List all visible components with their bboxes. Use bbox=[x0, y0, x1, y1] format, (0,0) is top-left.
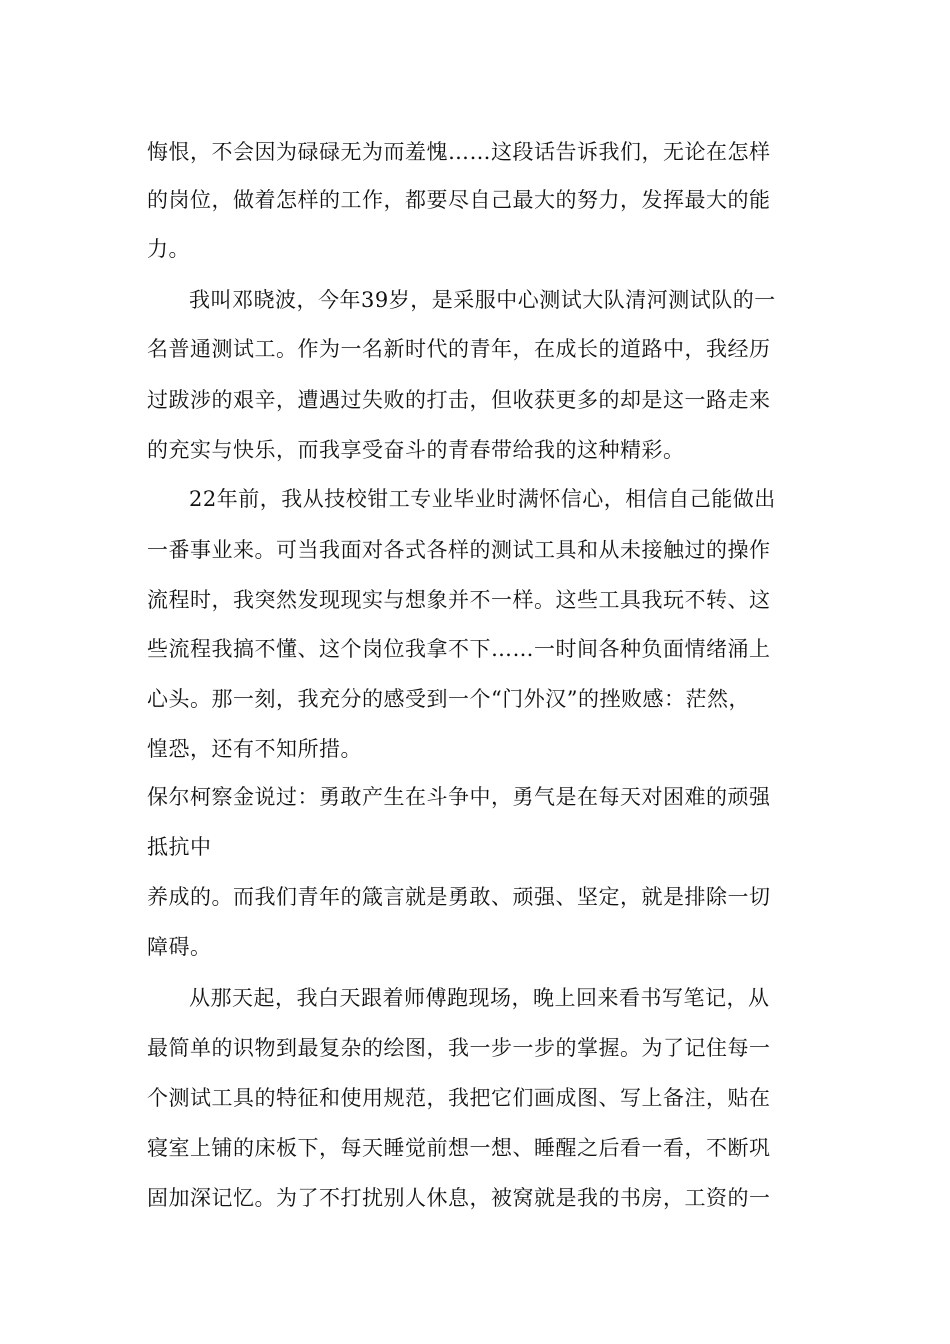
text-line: 固加深记忆。为了不打扰别人休息，被窝就是我的书房，工资的一 bbox=[147, 1186, 771, 1210]
quote-line: 障碍。 bbox=[147, 935, 212, 959]
text-line: 心头。那一刻，我充分的感受到一个“门外汉”的挫败感：茫然， bbox=[147, 687, 750, 711]
text-line: 悔恨，不会因为碌碌无为而羞愧……这段话告诉我们，无论在怎样 bbox=[147, 140, 771, 164]
quote-line: 养成的。而我们青年的箴言就是勇敢、顽强、坚定，就是排除一切 bbox=[147, 885, 771, 909]
paragraph-first-line: 从那天起，我白天跟着师傅跑现场，晚上回来看书写笔记，从 bbox=[189, 986, 770, 1010]
text-line: 过跋涉的艰辛，遭遇过失败的打击，但收获更多的却是这一路走来 bbox=[147, 388, 771, 412]
text-line: 最简单的识物到最复杂的绘图，我一步一步的掌握。为了记住每一 bbox=[147, 1036, 771, 1060]
text-line: 些流程我搞不懂、这个岗位我拿不下……一时间各种负面情绪涌上 bbox=[147, 637, 771, 661]
text-line: 惶恐，还有不知所措。 bbox=[147, 737, 362, 761]
text-line: 寝室上铺的床板下，每天睡觉前想一想、睡醒之后看一看，不断巩 bbox=[147, 1136, 771, 1160]
text-line: 流程时，我突然发现现实与想象并不一样。这些工具我玩不转、这 bbox=[147, 588, 771, 612]
paragraph-first-line: 22年前，我从技校钳工专业毕业时满怀信心，相信自己能做出 bbox=[189, 487, 776, 511]
text-line: 的充实与快乐，而我享受奋斗的青春带给我的这种精彩。 bbox=[147, 438, 685, 462]
text-line: 一番事业来。可当我面对各式各样的测试工具和从未接触过的操作 bbox=[147, 538, 771, 562]
text-line: 名普通测试工。作为一名新时代的青年，在成长的道路中，我经历 bbox=[147, 337, 771, 361]
text-line: 力。 bbox=[147, 237, 190, 261]
quote-line: 保尔柯察金说过：勇敢产生在斗争中，勇气是在每天对困难的顽强 bbox=[147, 785, 771, 809]
text-line: 的岗位，做着怎样的工作，都要尽自己最大的努力，发挥最大的能 bbox=[147, 188, 771, 212]
quote-line: 抵抗中 bbox=[147, 835, 212, 859]
paragraph-first-line: 我叫邓晓波，今年39岁，是采服中心测试大队清河测试队的一 bbox=[189, 288, 776, 312]
text-line: 个测试工具的特征和使用规范，我把它们画成图、写上备注，贴在 bbox=[147, 1086, 771, 1110]
